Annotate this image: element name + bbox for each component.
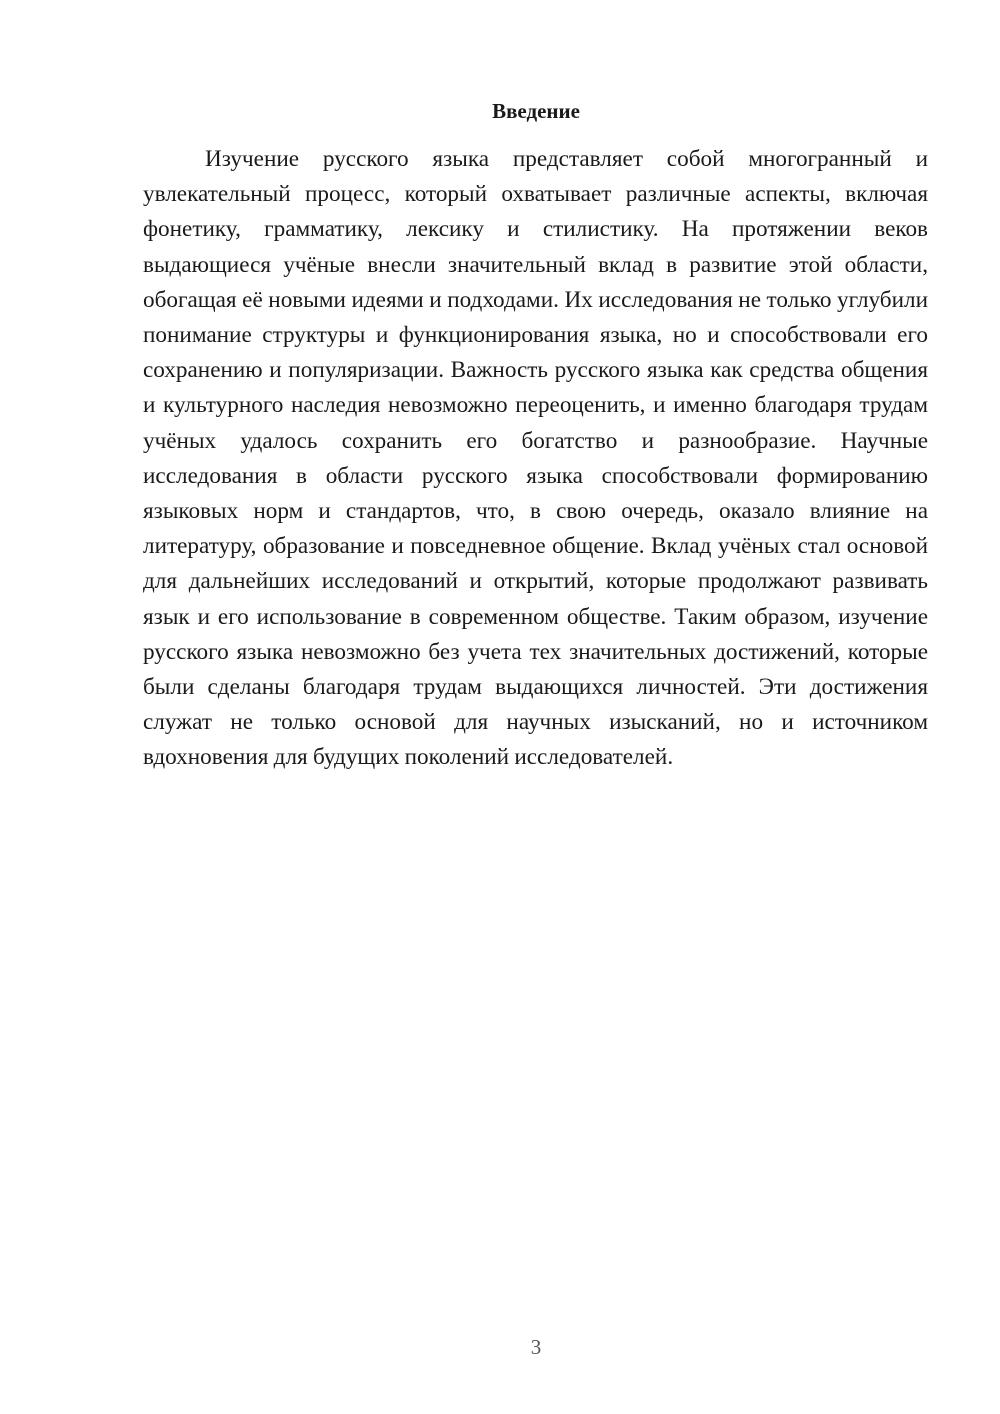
page-number: 3 bbox=[530, 1335, 542, 1359]
section-title: Введение bbox=[492, 99, 580, 123]
body-paragraph: Изучение русского языка представляет собой многогранный и увлекательный процесс, который охватывает различные аспекты, включая фонетику, грамматику, лексику и стилистику. На протяжении веков выдающиеся учёные внесли значительный вклад в развитие этой области, обогащая её новыми идеями и подходами. Их исследования не только углубили понимание структуры и функционирования языка, но и способствовали его сохранению и популяризации. Важность русского языка как средства общения и культурного наследия невозможно переоценить, и именно благодаря трудам учёных удалось сохранить его богатство и разнообразие. Научные исследования в области русского языка способствовали формированию языковых норм и стандартов, что, в свою очередь, оказало влияние на литературу, образование и повседневное общение. Вклад учёных стал основой для дальнейших исследований и открытий, которые продолжают развивать язык и его использование в современном обществе. Таким образом, изучение русского языка невозможно без учета тех значительных достижений, которые были сделаны благодаря трудам выдающихся личностей. Эти достижения служат не только основой для научных изысканий, но и источником вдохновения для будущих поколений исследователей. bbox=[143, 146, 928, 771]
